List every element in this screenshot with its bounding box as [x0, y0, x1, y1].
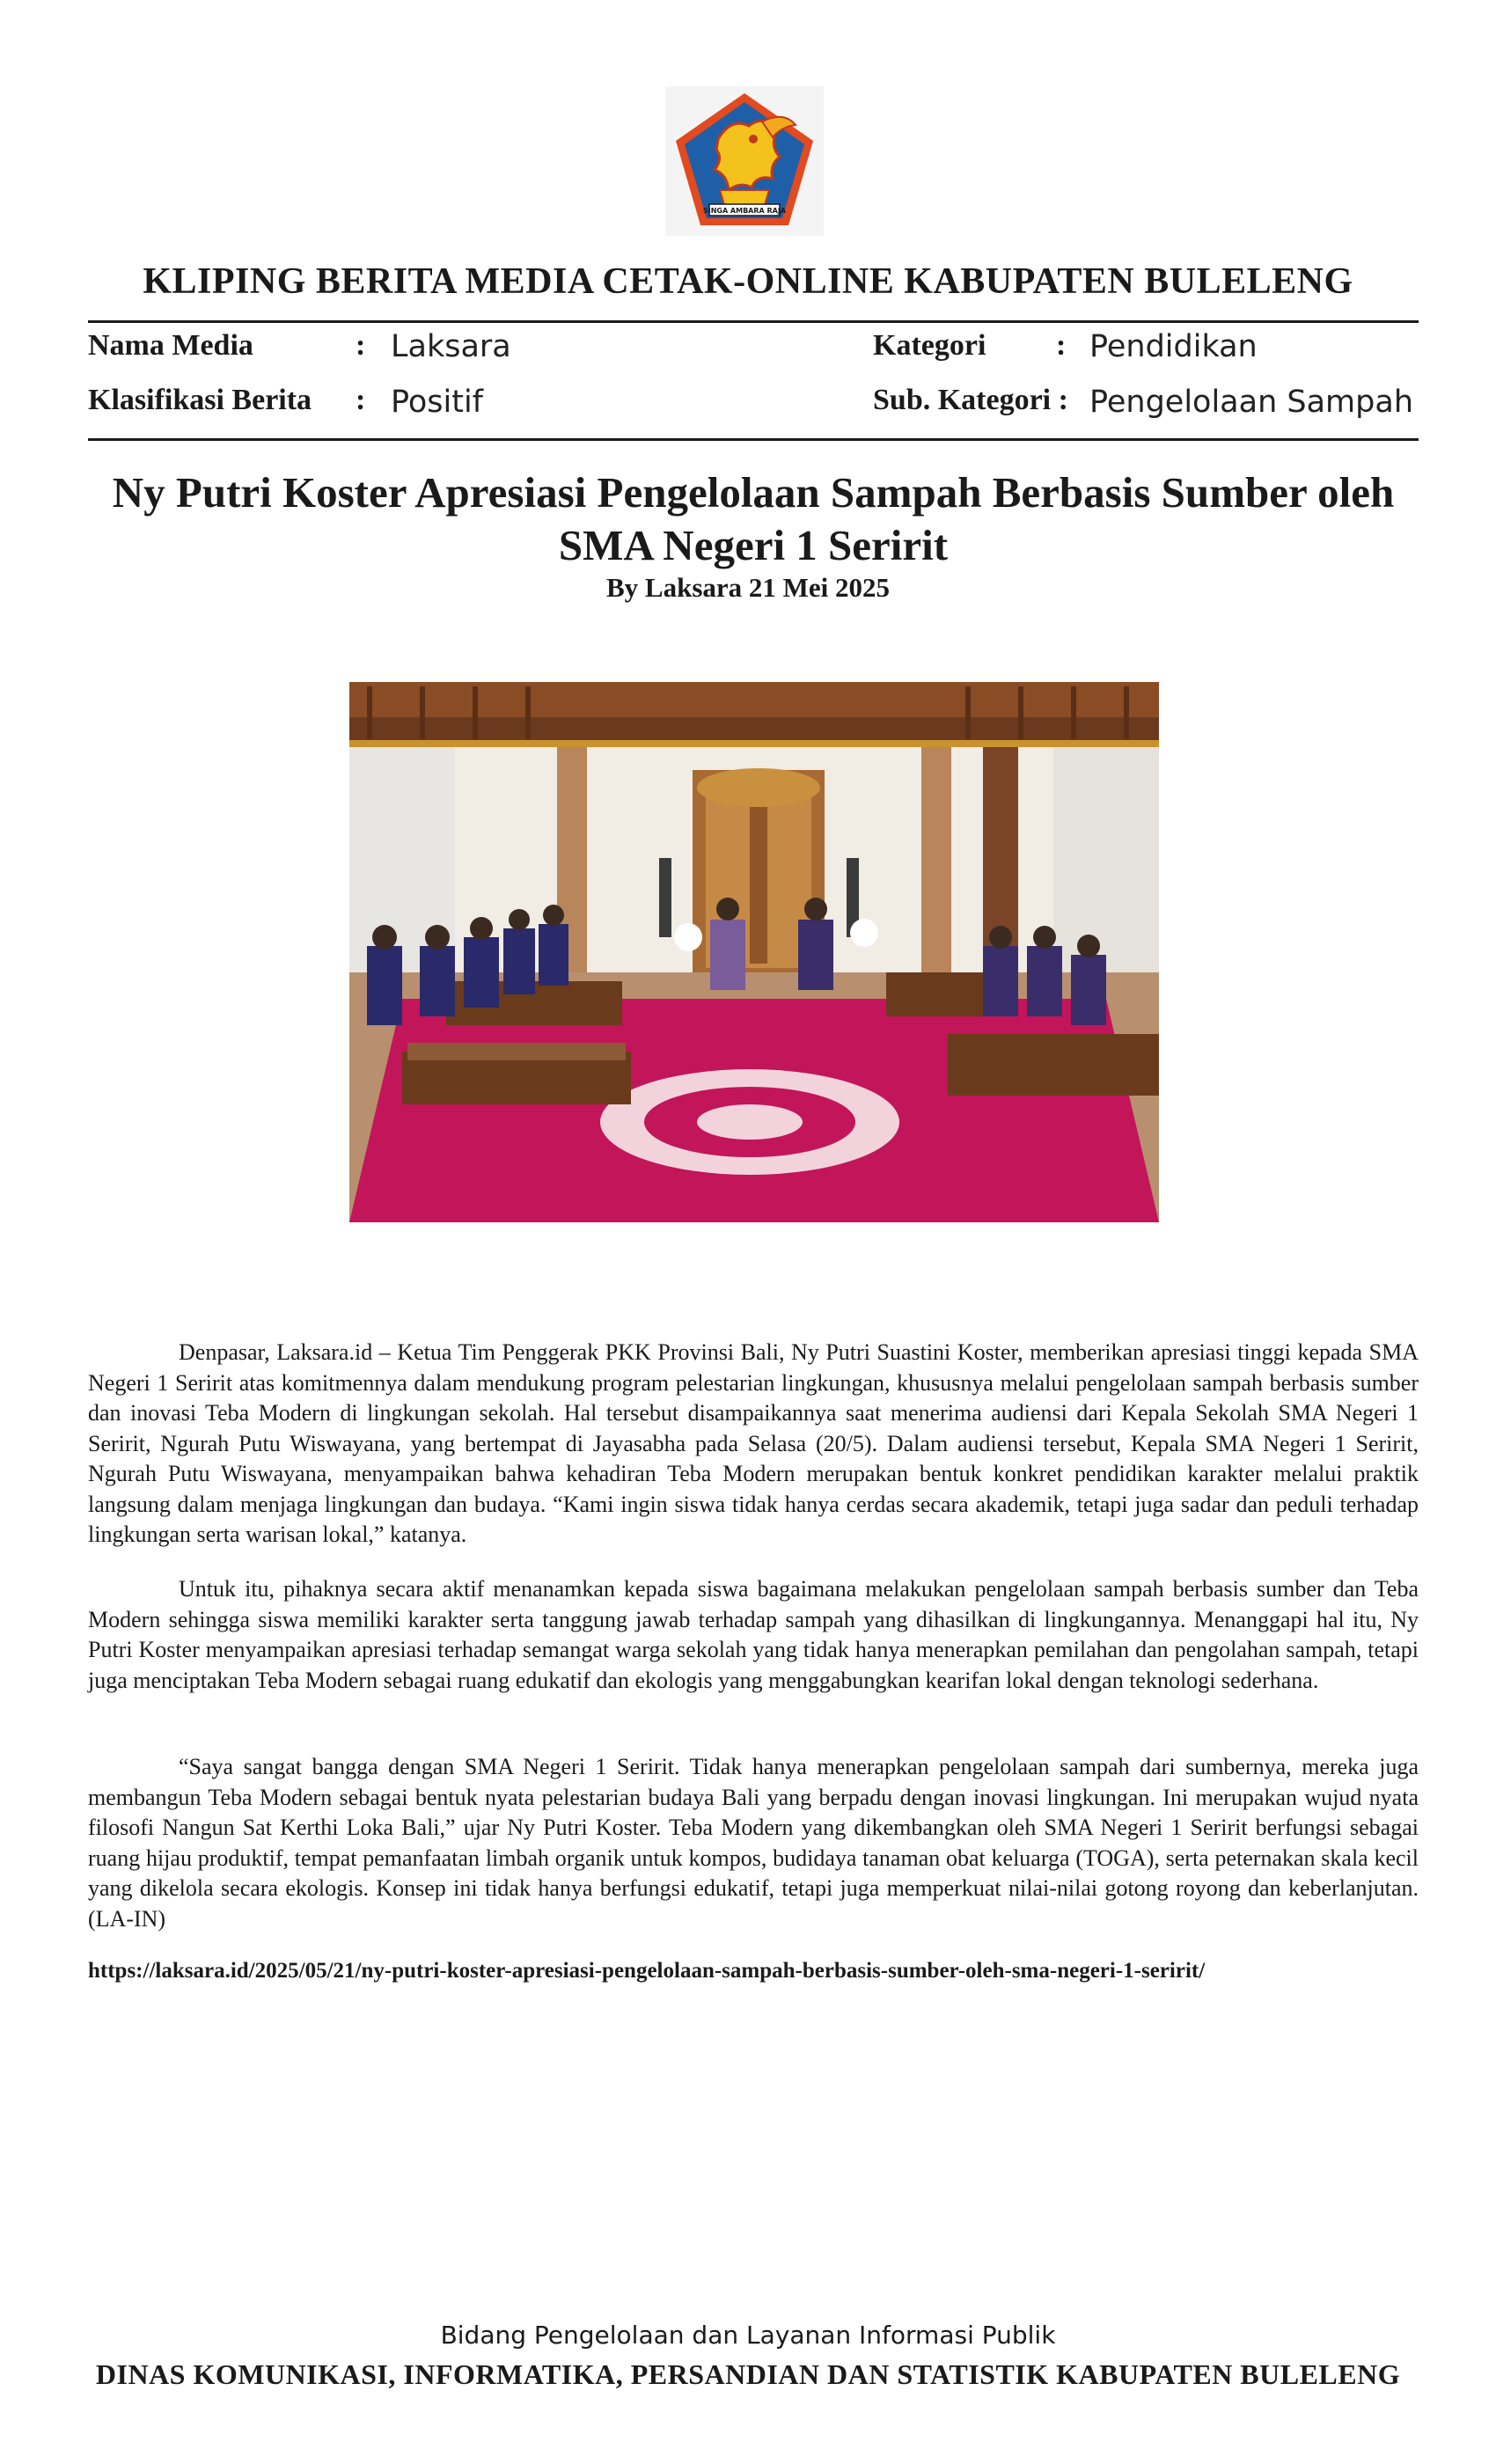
audience-meeting-photo [349, 682, 1159, 1222]
header-rule-bottom [88, 438, 1419, 441]
article-byline: By Laksara 21 Mei 2025 [605, 572, 891, 603]
sub-kategori-value: Pengelolaan Sampah [1089, 385, 1413, 420]
article-photo [349, 682, 1159, 1222]
sub-kategori-label: Sub. Kategori : [873, 384, 1068, 416]
nama-media-colon: : [356, 329, 366, 362]
article-paragraph-3: “Saya sangat bangga dengan SMA Negeri 1 Seririt. Tidak hanya menerapkan pengelolaan sampah dari sumbernya, mereka juga membangun Teba Modern sebagai bentuk nyata pelestarian budaya Bali yang berpadu dengan inovasi lingkungan. Ini merupakan wujud nyata filosofi Nangun Sat Kerthi Loka Bali,” ujar Ny Putri Koster. Teba Modern yang dikembangkan oleh SMA Negeri 1 Seririt berfungsi sebagai ruang hijau produktif, tempat pemanfaatan limbah organik untuk kompos, budidaya tanaman obat keluarga (TOGA), serta peternakan skala kecil yang dikelola secara ekologis. Konsep ini tidak hanya berfungsi edukatif, tetapi juga memperkuat nilai-nilai gotong royong dan keberlanjutan. (LA-IN) [88, 1754, 1419, 1932]
nama-media-value: Laksara [391, 329, 511, 364]
regency-logo [665, 86, 824, 236]
header-rule-top [88, 320, 1419, 323]
klasifikasi-value: Positif [391, 385, 483, 420]
footer-title: DINAS KOMUNIKASI, INFORMATIKA, PERSANDIAN DAN STATISTIK KABUPATEN BULELENG [95, 2358, 1401, 2390]
nama-media-label: Nama Media [88, 329, 253, 362]
header-title: KLIPING BERITA MEDIA CETAK-ONLINE KABUPATEN BULELENG [143, 261, 1353, 302]
article-title: Ny Putri Koster Apresiasi Pengelolaan Sampah Berbasis Sumber oleh SMA Negeri 1 Seririt [112, 468, 1395, 569]
article-paragraph-1: Denpasar, Laksara.id – Ketua Tim Penggerak PKK Provinsi Bali, Ny Putri Suastini Koster, memberikan apresiasi tinggi kepada SMA Negeri 1 Seririt atas komitmennya dalam mendukung program pelestarian lingkungan, khususnya melalui pengelolaan sampah berbasis sumber dan inovasi Teba Modern di lingkungan sekolah. Hal tersebut disampaikannya saat menerima audiensi dari Kepala Sekolah SMA Negeri 1 Seririt, Ngurah Putu Wiswayana, yang bertempat di Jayasabha pada Selasa (20/5). Dalam audiensi tersebut, Kepala SMA Negeri 1 Seririt, Ngurah Putu Wiswayana, menyampaikan bahwa kehadiran Teba Modern merupakan bentuk konkret pendidikan karakter melalui praktik langsung dalam menjaga lingkungan dan budaya. “Kami ingin siswa tidak hanya cerdas secara akademik, tetapi juga sadar dan peduli terhadap lingkungan serta warisan lokal,” katanya. [88, 1339, 1419, 1547]
klasifikasi-colon: : [356, 384, 366, 416]
kategori-value: Pendidikan [1089, 329, 1258, 364]
logo-text: SINGA AMBARA RAJA [702, 207, 787, 215]
klasifikasi-label: Klasifikasi Berita [88, 384, 312, 416]
kategori-label: Kategori [873, 329, 986, 362]
article-source-url: https://laksara.id/2025/05/21/ny-putri-koster-apresiasi-pengelolaan-sampah-berbasis-sumber-oleh-sma-negeri-1-seririt/ [88, 1959, 1206, 1983]
article-paragraph-2: Untuk itu, pihaknya secara aktif menanamkan kepada siswa bagaimana melakukan pengelolaan sampah berbasis sumber dan Teba Modern sehingga siswa memiliki karakter serta tanggung jawab terhadap sampah yang dihasilkan di lingkungannya. Menanggapi hal itu, Ny Putri Koster menyampaikan apresiasi terhadap semangat warga sekolah yang tidak hanya menerapkan pemilahan dan pengolahan sampah, tetapi juga menciptakan Teba Modern sebagai ruang edukatif dan ekologis yang menggabungkan kearifan lokal dengan teknologi sederhana. [88, 1576, 1419, 1693]
footer-subtitle: Bidang Pengelolaan dan Layanan Informasi Publik [440, 2321, 1056, 2350]
singa-ambara-raja-emblem-icon [665, 86, 824, 236]
kategori-colon: : [1056, 329, 1067, 362]
